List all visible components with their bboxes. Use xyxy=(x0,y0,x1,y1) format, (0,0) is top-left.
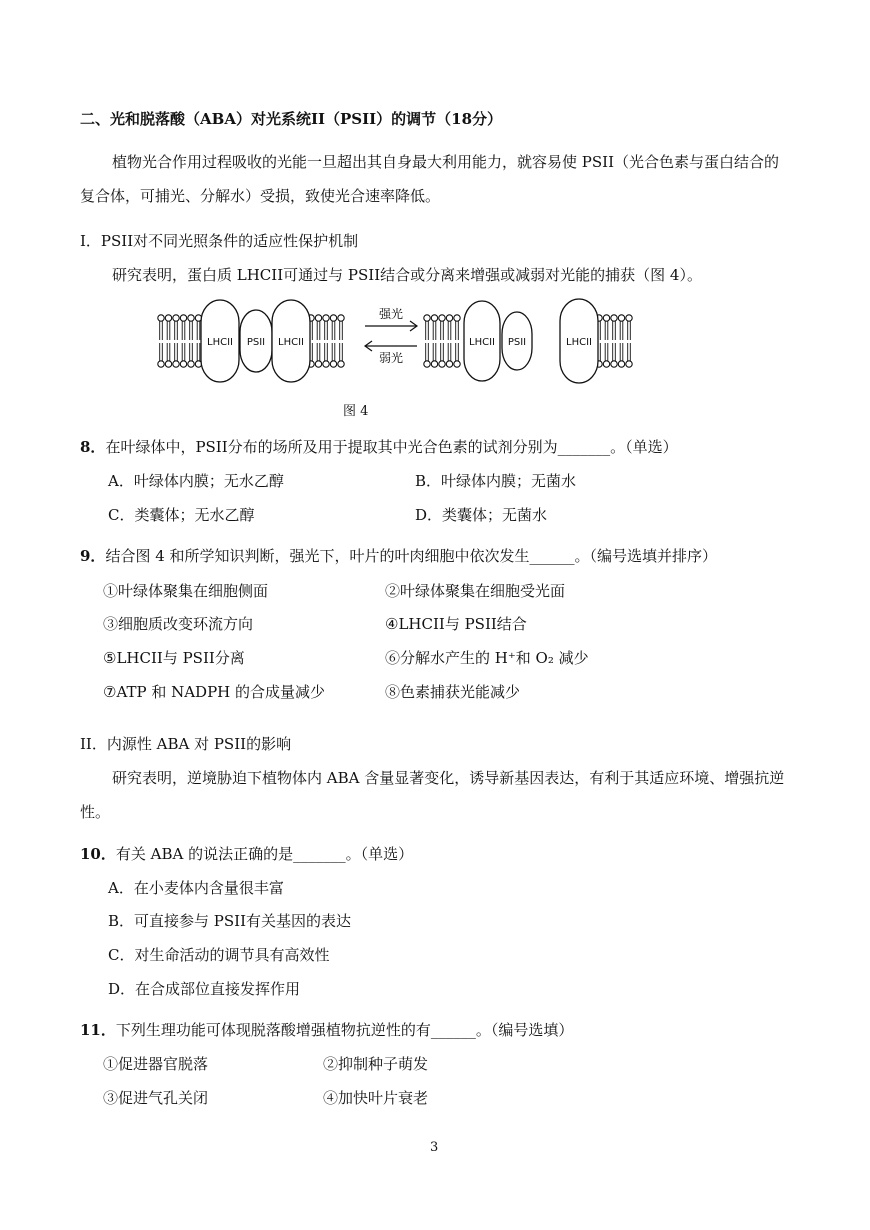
lhcii-left-2 xyxy=(272,300,310,382)
q10-stem xyxy=(80,843,413,864)
page-number: 3 xyxy=(430,1140,439,1155)
q9-option-1: ①叶绿体聚集在细胞侧面 xyxy=(103,582,269,600)
part1-text: 研究表明，蛋白质 LHCII可通过与 PSII结合或分离来增强或减弱对光能的捕获（图 4）。 xyxy=(112,266,702,284)
q10-text: 有关 ABA 的说法正确的是_______。（单选） xyxy=(115,845,414,863)
q10-option-a: A．在小麦体内含量很丰富 xyxy=(108,879,284,897)
q9-stem xyxy=(80,545,717,566)
q11-option-2: ②抑制种子萌发 xyxy=(323,1055,429,1073)
lhcii-right-2 xyxy=(560,299,598,383)
q9-option-4: ④LHCII与 PSII结合 xyxy=(385,615,527,633)
intro-line-1: 植物光合作用过程吸收的光能一旦超出其自身最大利用能力，就容易使 PSII（光合色素与蛋白结合的 xyxy=(112,153,779,171)
lhcii-left-1 xyxy=(201,300,239,382)
arrow-label-strong: 强光 xyxy=(378,307,404,321)
q8-text: 在叶绿体中，PSII分布的场所及用于提取其中光合色素的试剂分别为_______。（单选） xyxy=(105,438,678,456)
arrow-label-weak: 弱光 xyxy=(378,351,404,365)
q11-number: 11． xyxy=(80,1021,116,1039)
figure-4-diagram xyxy=(155,298,645,390)
q9-option-2: ②叶绿体聚集在细胞受光面 xyxy=(385,582,566,600)
figure-caption: 图 4 xyxy=(343,404,369,419)
q8-option-b: B．叶绿体内膜；无菌水 xyxy=(415,472,577,490)
q9-option-6: ⑥分解水产生的 H⁺和 O₂ 减少 xyxy=(385,649,589,667)
q8-number: 8． xyxy=(80,438,106,456)
q10-option-d: D．在合成部位直接发挥作用 xyxy=(108,980,301,998)
intro-line-2: 复合体，可捕光、分解水）受损，致使光合速率降低。 xyxy=(80,187,441,205)
lhcii-right-2-label: LHCII xyxy=(566,337,592,348)
lhcii-right-1 xyxy=(464,301,500,381)
q8-option-d: D．类囊体；无菌水 xyxy=(415,506,548,524)
q11-text: 下列生理功能可体现脱落酸增强植物抗逆性的有______。（编号选填） xyxy=(115,1021,574,1039)
q9-option-7: ⑦ATP 和 NADPH 的合成量减少 xyxy=(103,683,326,701)
arrow-strong-light xyxy=(365,321,417,331)
q8-stem xyxy=(80,436,678,457)
q11-stem xyxy=(80,1019,573,1040)
q11-option-3: ③促进气孔关闭 xyxy=(103,1089,209,1107)
q11-option-1: ①促进器官脱落 xyxy=(103,1055,209,1073)
section-title: 二、光和脱落酸（ABA）对光系统II（PSII）的调节（18分） xyxy=(80,110,503,128)
q9-option-8: ⑧色素捕获光能减少 xyxy=(385,683,521,701)
psii-right-label: PSII xyxy=(507,337,527,348)
part2-heading: II．内源性 ABA 对 PSII的影响 xyxy=(80,735,292,753)
arrow-weak-light xyxy=(365,341,417,351)
q9-option-3: ③细胞质改变环流方向 xyxy=(103,615,254,633)
q10-option-b: B．可直接参与 PSII有关基因的表达 xyxy=(108,912,352,930)
psii-left-label: PSII xyxy=(246,337,266,348)
lhcii-right-1-label: LHCII xyxy=(469,337,495,348)
q9-number: 9． xyxy=(80,547,106,565)
part1-heading: I．PSII对不同光照条件的适应性保护机制 xyxy=(80,232,359,250)
psii-right xyxy=(502,312,532,370)
q10-option-c: C．对生命活动的调节具有高效性 xyxy=(108,946,330,964)
q9-option-5: ⑤LHCII与 PSII分离 xyxy=(103,649,245,667)
psii-left xyxy=(240,310,272,372)
part2-line-1: 研究表明，逆境胁迫下植物体内 ABA 含量显著变化，诱导新基因表达，有利于其适应环境、增强抗逆 xyxy=(112,769,785,787)
lhcii-left-2-label: LHCII xyxy=(278,337,304,348)
q11-option-4: ④加快叶片衰老 xyxy=(323,1089,429,1107)
q10-number: 10． xyxy=(80,845,116,863)
q9-text: 结合图 4 和所学知识判断，强光下，叶片的叶肉细胞中依次发生______。（编号选填并排序） xyxy=(105,547,718,565)
lhcii-left-1-label: LHCII xyxy=(207,337,233,348)
q8-option-c: C．类囊体；无水乙醇 xyxy=(108,506,255,524)
part2-line-2: 性。 xyxy=(80,803,111,821)
q8-option-a: A．叶绿体内膜；无水乙醇 xyxy=(108,472,284,490)
